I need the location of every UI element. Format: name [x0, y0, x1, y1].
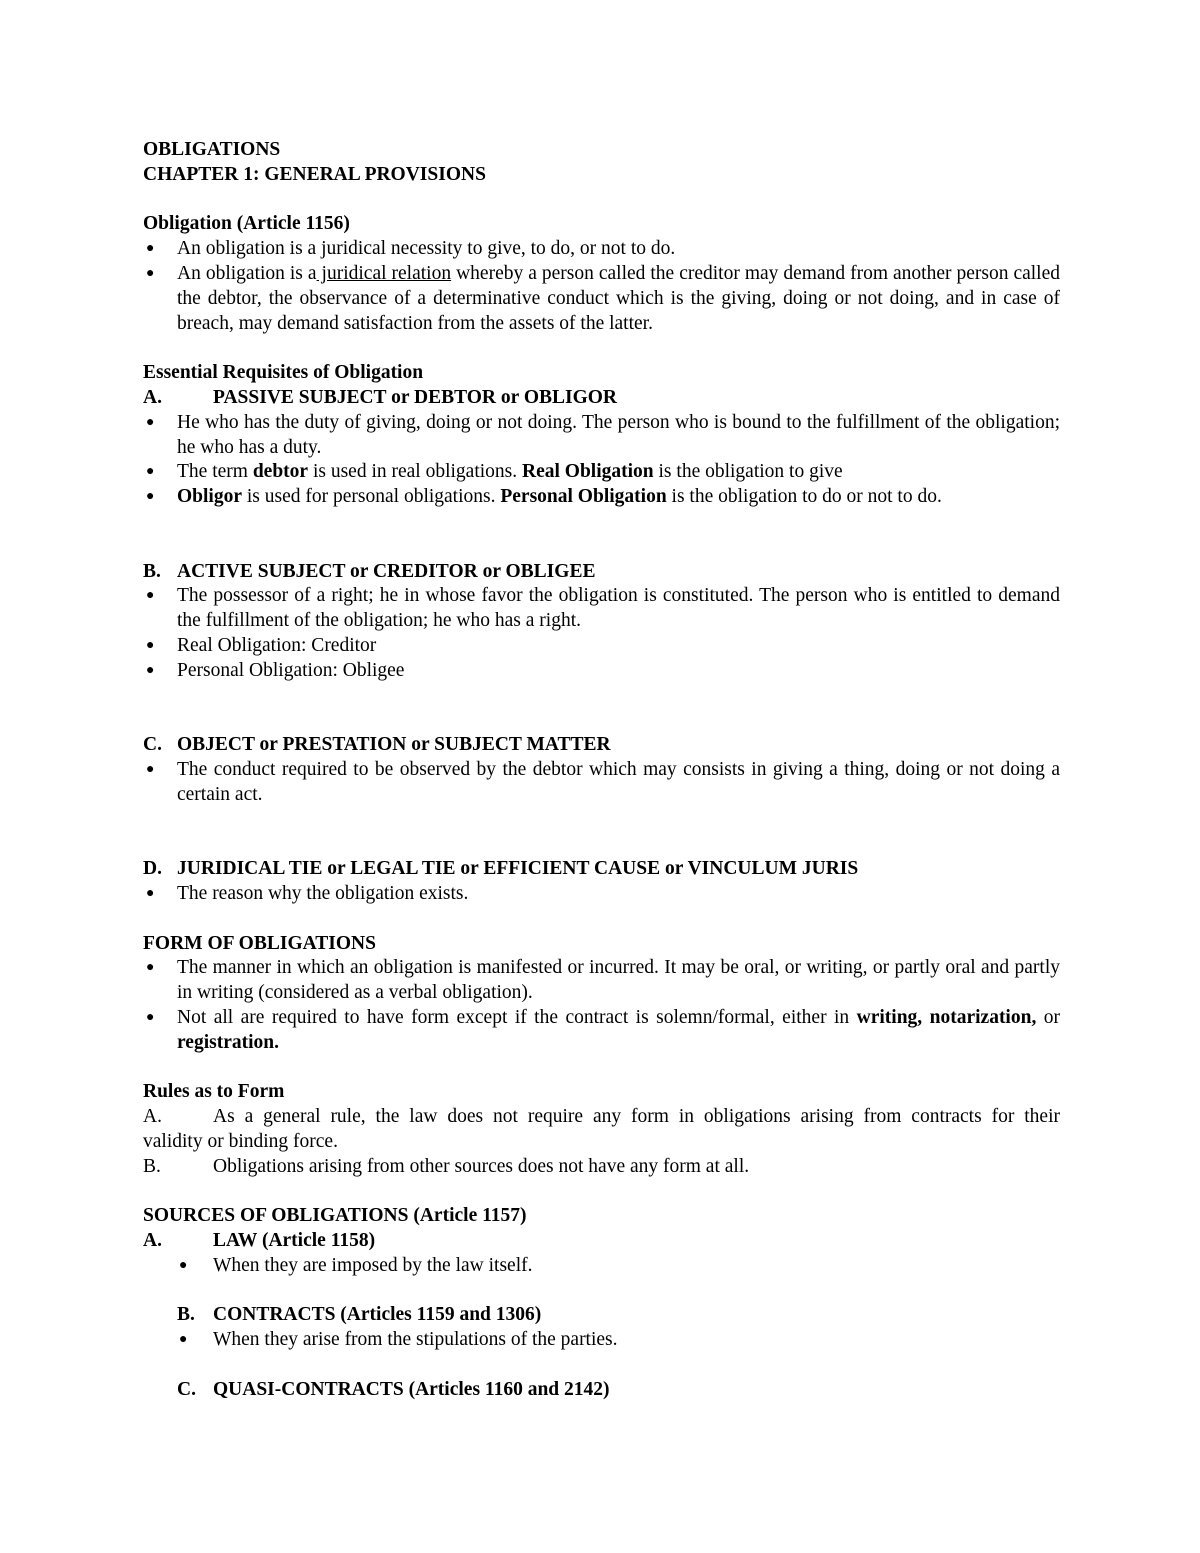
bullet-icon: ● — [146, 960, 155, 976]
bullet-icon: ● — [146, 637, 155, 653]
list-item: ● The term debtor is used in real obligations. Real Obligation is the obligation to give — [143, 460, 1060, 485]
source-b-heading: B. CONTRACTS (Articles 1159 and 1306) — [177, 1304, 542, 1326]
form-bullets — [143, 956, 1060, 1055]
list-item: ● Not all are required to have form except if the contract is solemn/formal, either in writing, notarization, or registration. — [146, 1006, 1061, 1053]
list-item: ● An obligation is a juridical necessity to give, to do, or not to do. — [143, 237, 1060, 262]
requisite-c-bullets — [143, 758, 1060, 808]
list-item: ● The possessor of a right; he in whose favor the obligation is constituted. The person who is entitled to demand the fulfillment of the obligation; he who has a right. — [146, 585, 1060, 632]
bullet-icon: ● — [179, 1257, 188, 1273]
list-item: ● The reason why the obligation exists. — [143, 882, 1060, 907]
bullet-icon: ● — [146, 885, 155, 901]
bullet-icon: ● — [146, 588, 155, 604]
list-item: ● When they are imposed by the law itself. — [143, 1254, 1060, 1279]
obligation-heading: Obligation (Article 1156) — [143, 213, 350, 235]
rule-b: B. Obligations arising from other sources does not have any form at all. — [143, 1155, 750, 1177]
requisite-b-heading: B. ACTIVE SUBJECT or CREDITOR or OBLIGEE — [143, 560, 596, 582]
obligation-bullets — [143, 237, 1060, 336]
list-item: ● Obligor is used for personal obligations. Personal Obligation is the obligation to do or not to do. — [143, 485, 1060, 510]
source-b-bullets — [143, 1328, 1060, 1353]
requisite-d-bullets — [143, 882, 1060, 907]
sources-heading: SOURCES OF OBLIGATIONS (Article 1157) — [143, 1205, 527, 1227]
bullet-icon: ● — [146, 1009, 155, 1025]
rule-a: A. As a general rule, the law does not require any form in obligations arising from contracts for their validity or binding force. — [143, 1106, 1060, 1152]
rules-heading: Rules as to Form — [143, 1081, 285, 1103]
bullet-icon: ● — [146, 662, 155, 678]
chapter-heading: CHAPTER 1: GENERAL PROVISIONS — [143, 163, 486, 185]
bullet-icon: ● — [146, 414, 155, 430]
form-heading: FORM OF OBLIGATIONS — [143, 932, 376, 954]
source-c-heading: C. QUASI-CONTRACTS (Articles 1160 and 2142) — [177, 1378, 610, 1400]
list-item: ● When they arise from the stipulations of the parties. — [143, 1328, 1060, 1353]
juridical-relation-underlined: juridical relation — [316, 262, 452, 284]
list-item: ● He who has the duty of giving, doing or not doing. The person who is bound to the fulfillment of the obligation; he who has a duty. — [146, 411, 1060, 458]
bullet-icon: ● — [146, 265, 155, 281]
requisites-heading: Essential Requisites of Obligation — [143, 362, 424, 384]
list-item: ● The manner in which an obligation is manifested or incurred. It may be oral, or writing, or partly oral and partly in writing (considered as a verbal obligation). — [146, 957, 1060, 1004]
requisite-c-heading: C. OBJECT or PRESTATION or SUBJECT MATTER — [143, 734, 611, 756]
bullet-icon: ● — [146, 241, 155, 257]
bullet-icon: ● — [146, 489, 155, 505]
requisite-d-heading: D. JURIDICAL TIE or LEGAL TIE or EFFICIENT CAUSE or VINCULUM JURIS — [143, 858, 859, 880]
requisite-a-bullets — [143, 411, 1060, 510]
bullet-icon: ● — [146, 464, 155, 480]
requisite-a-heading: A. PASSIVE SUBJECT or DEBTOR or OBLIGOR — [143, 386, 618, 408]
list-item: ● Personal Obligation: Obligee — [143, 659, 1060, 684]
source-a-heading: A. LAW (Article 1158) — [143, 1230, 376, 1252]
bullet-icon: ● — [179, 1332, 188, 1348]
list-item: ● The conduct required to be observed by the debtor which may consists in giving a thing, doing or not doing a certain act. — [146, 758, 1060, 805]
list-item: ● Real Obligation: Creditor — [143, 634, 1060, 659]
source-a-bullets — [143, 1254, 1060, 1279]
requisite-b-bullets — [143, 584, 1060, 683]
list-item: ● An obligation is a juridical relation whereby a person called the creditor may demand from another person called the debtor, the observance of a determinative conduct which is the giving, doing or not doing, and in case of breach, may demand satisfaction from the assets of the latter. — [146, 262, 1061, 334]
bullet-icon: ● — [146, 761, 155, 777]
document-title: OBLIGATIONS — [143, 139, 281, 160]
